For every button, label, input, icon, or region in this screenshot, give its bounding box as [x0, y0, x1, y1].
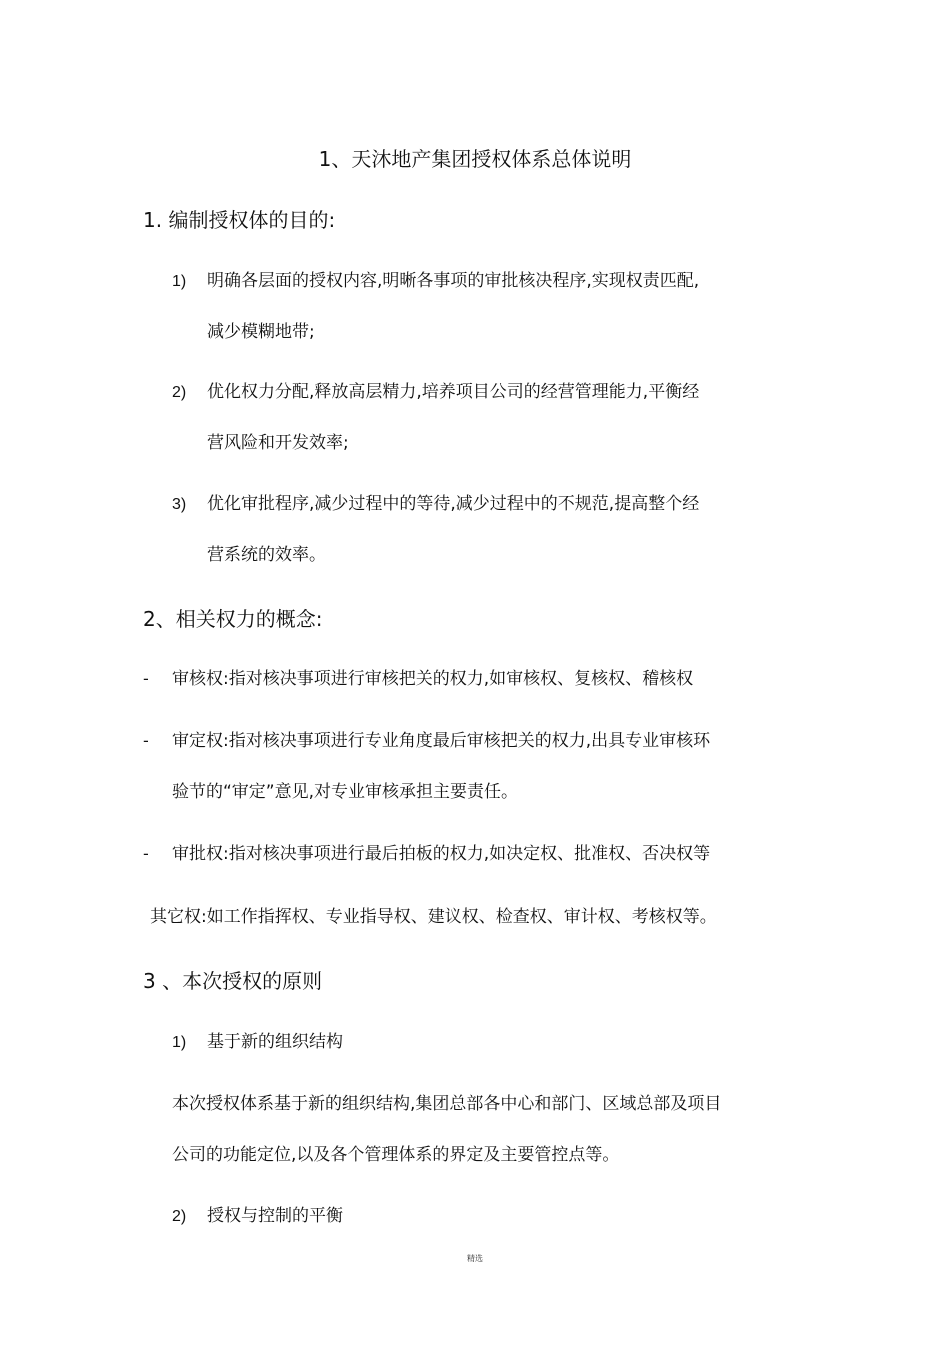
list-item-text: 优化权力分配,释放高层精力,培养项目公司的经营管理能力,平衡经 [207, 382, 700, 402]
section-2-heading: 2、相关权力的概念: [143, 607, 323, 631]
section-3-heading: 3 、本次授权的原则 [143, 969, 323, 993]
list-item-number: 2) [172, 384, 187, 401]
bullet-text: 审批权:指对核决事项进行最后拍板的权力,如决定权、批准权、否决权等 [172, 844, 711, 864]
list-item-number: 1) [172, 1034, 187, 1051]
bullet-dash: - [143, 844, 149, 863]
list-item-text: 优化审批程序,减少过程中的等待,减少过程中的不规范,提高整个经 [207, 494, 700, 514]
bullet-text-continued: 验节的“审定”意见,对专业审核承担主要责任。 [172, 782, 519, 802]
bullet-text: 审核权:指对核决事项进行审核把关的权力,如审核权、复核权、稽核权 [172, 669, 694, 689]
paragraph-text: 本次授权体系基于新的组织结构,集团总部各中心和部门、区域总部及项目 [172, 1094, 722, 1114]
list-item-text-continued: 营风险和开发效率; [207, 433, 349, 453]
list-item-text: 基于新的组织结构 [207, 1032, 343, 1052]
bullet-dash: - [143, 669, 149, 688]
paragraph-text-continued: 公司的功能定位,以及各个管理体系的界定及主要管控点等。 [172, 1145, 620, 1165]
list-item-text: 授权与控制的平衡 [207, 1206, 343, 1226]
list-item-text-continued: 减少模糊地带; [207, 322, 315, 342]
page-footer: 精选 [467, 1254, 483, 1263]
list-item-number: 3) [172, 496, 187, 513]
bullet-text: 审定权:指对核决事项进行专业角度最后审核把关的权力,出具专业审核环 [172, 731, 711, 751]
bullet-dash: - [143, 731, 149, 750]
list-item-text-continued: 营系统的效率。 [207, 545, 326, 565]
document-title: 1、天沐地产集团授权体系总体说明 [318, 147, 632, 171]
section-1-heading: 1. 编制授权体的目的: [143, 208, 336, 232]
list-item-number: 1) [172, 273, 187, 290]
other-powers-text: 其它权:如工作指挥权、专业指导权、建议权、检查权、审计权、考核权等。 [150, 907, 717, 927]
list-item-number: 2) [172, 1208, 187, 1225]
list-item-text: 明确各层面的授权内容,明晰各事项的审批核决程序,实现权责匹配, [207, 271, 700, 291]
